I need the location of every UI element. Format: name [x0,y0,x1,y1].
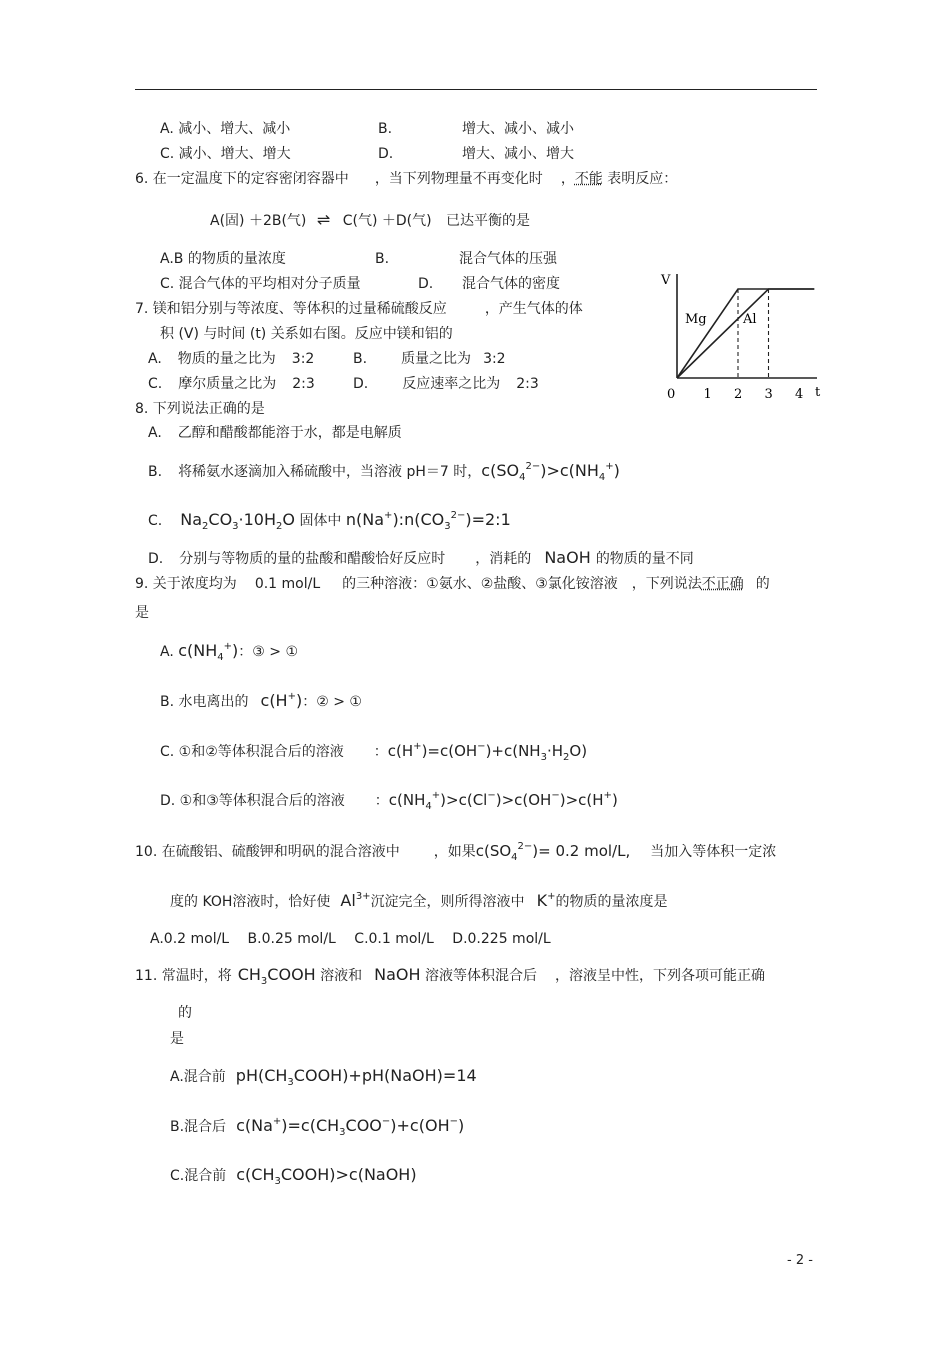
page-number: - 2 - [787,1253,813,1268]
q7-stem-line2: 积 (V) 与时间 (t) 关系如右图。反应中镁和铝的 [160,326,453,342]
q9-option-c: C. ①和②等体积混合后的溶液 ：$c(H^+)=c(OH^-)+c(NH_3\cdot H_2O)$ [160,741,588,763]
equilibrium-arrow-icon: ⇌ [316,210,331,229]
q5-option-d-text: 增大、减小、增大 [462,146,574,162]
x-tick-label: 3 [764,387,773,401]
q11-stem-line3: 是 [170,1031,184,1047]
q6-option-c: C. 混合气体的平均相对分子质量 [160,276,361,292]
q8-option-c-hydrate: $Na_2CO_3\cdot 10H_2O$ [180,510,295,532]
q10-stem-line2: 度的 KOH溶液时，恰好使 $Al^{3+}$沉淀完全，则所得溶液中 K+的物质的量浓度是 [170,891,668,910]
q6-stem: 6. 在一定温度下的定容密闭容器中 ，当下列物理量不再变化时 ，不能 表明反应： [135,171,678,187]
q11-stem-line1: 11. 常温时，将 $CH_3COOH$ 溶液和 NaOH 溶液等体积混合后 ，溶液呈中性，下列各项可能正确 [135,965,765,987]
q9-option-a: A. $c(NH_4^+)$：③ > ① [160,641,299,663]
q9-negation: 不正确 [701,576,744,592]
q8-option-a: A. 乙醇和醋酸都能溶于水，都是电解质 [148,425,402,441]
x-tick-label: 2 [734,387,743,401]
x-tick-label: 1 [703,387,712,401]
q5-option-b-text: 增大、减小、减小 [462,121,574,137]
y-axis-label: V [661,273,671,288]
q11-option-c: C.混合前 $c(CH_3COOH)>c(NaOH)$ [170,1165,417,1187]
series-line-al [677,289,814,378]
q6-negation: 不能 [574,171,603,187]
q10-stem-line1: 10. 在硫酸铝、硫酸钾和明矾的混合溶液中 ，如果$c(SO_4^{2-})= 0.2$ mol/L, 当加入等体积一定浓 [135,841,777,863]
q5-option-b-letter: B. [378,121,393,137]
q6-option-d-text: 混合气体的密度 [462,276,560,292]
q9-stem-line2: 是 [135,605,149,621]
q7-option-a: A. 物质的量之比为 3:2 [148,351,315,367]
q7-option-b: B. 质量之比为 3:2 [353,351,506,367]
q7-option-c: C. 摩尔质量之比为 2:3 [148,376,315,392]
q6-equation: A(固) ＋2B(气) ⇌ C(气) ＋D(气) 已达平衡的是 [210,210,531,229]
q6-option-a: A.B 的物质的量浓度 [160,251,286,267]
series-line-mg [677,289,814,378]
series-label-al: Al [743,312,757,327]
q8-option-b: B. 将稀氨水逐滴加入稀硫酸中，当溶液 pH＝7 时，$c(SO_4^{2-})>c(NH_4^+)$ [148,461,620,483]
q9-option-d: D. ①和③等体积混合后的溶液 ：$c(NH_4^+)>c(Cl^-)>c(OH^-)>c(H^+)$ [160,790,618,812]
q10-options: A.0.2 mol/L B.0.25 mol/L C.0.1 mol/L D.0.225 mol/L [150,931,551,947]
q7-stem-line1: 7. 镁和铝分别与等浓度、等体积的过量稀硫酸反应 ，产生气体的体 [135,301,583,317]
q11-option-a: A.混合前 $pH(CH_3COOH)+pH(NaOH)=14$ [170,1066,477,1088]
x-tick-label: 4 [795,387,804,401]
q11-stem-line2: 的 [178,1005,192,1021]
series-label-mg: Mg [685,312,707,327]
q8-option-c: C. $Na_2CO_3\cdot 10H_2O$ 固体中 $n(Na^+):n(CO_3^{2-})=2:1$ [148,510,511,532]
q5-option-a: A. 减小、增大、减小 [160,121,291,137]
q8-stem: 8. 下列说法正确的是 [135,401,265,417]
volume-time-chart [655,266,830,401]
q8-option-d: D. 分别与等物质的量的盐酸和醋酸恰好反应时 ，消耗的 NaOH 的物质的量不同 [148,548,694,567]
q9-option-b: B. 水电离出的 c(H+)：② > ① [160,691,362,710]
x-axis-label: t [815,385,821,400]
q9-stem-line1: 9. 关于浓度均为 0.1 mol/L 的三种溶液：①氨水、②盐酸、③氯化铵溶液 ，下列说法不正确 的 [135,576,770,592]
q6-option-b-letter: B. [375,251,390,267]
q8-option-b-formula: $c(SO_4^{2-})>c(NH_4^+)$ [481,461,620,483]
q7-option-d: D. 反应速率之比为 2:3 [353,376,539,392]
q5-option-c: C. 减小、增大、增大 [160,146,291,162]
q6-option-b-text: 混合气体的压强 [459,251,557,267]
q5-option-d-letter: D. [378,146,394,162]
q6-option-d-letter: D. [418,276,434,292]
q8-option-c-ratio: $n(Na^+):n(CO_3^{2-})=2:1$ [345,510,511,532]
header-rule [135,89,817,90]
q11-option-b: B.混合后 $c(Na^+)=c(CH_3COO^-)+c(OH^-)$ [170,1116,465,1138]
x-tick-label: 0 [667,387,676,401]
